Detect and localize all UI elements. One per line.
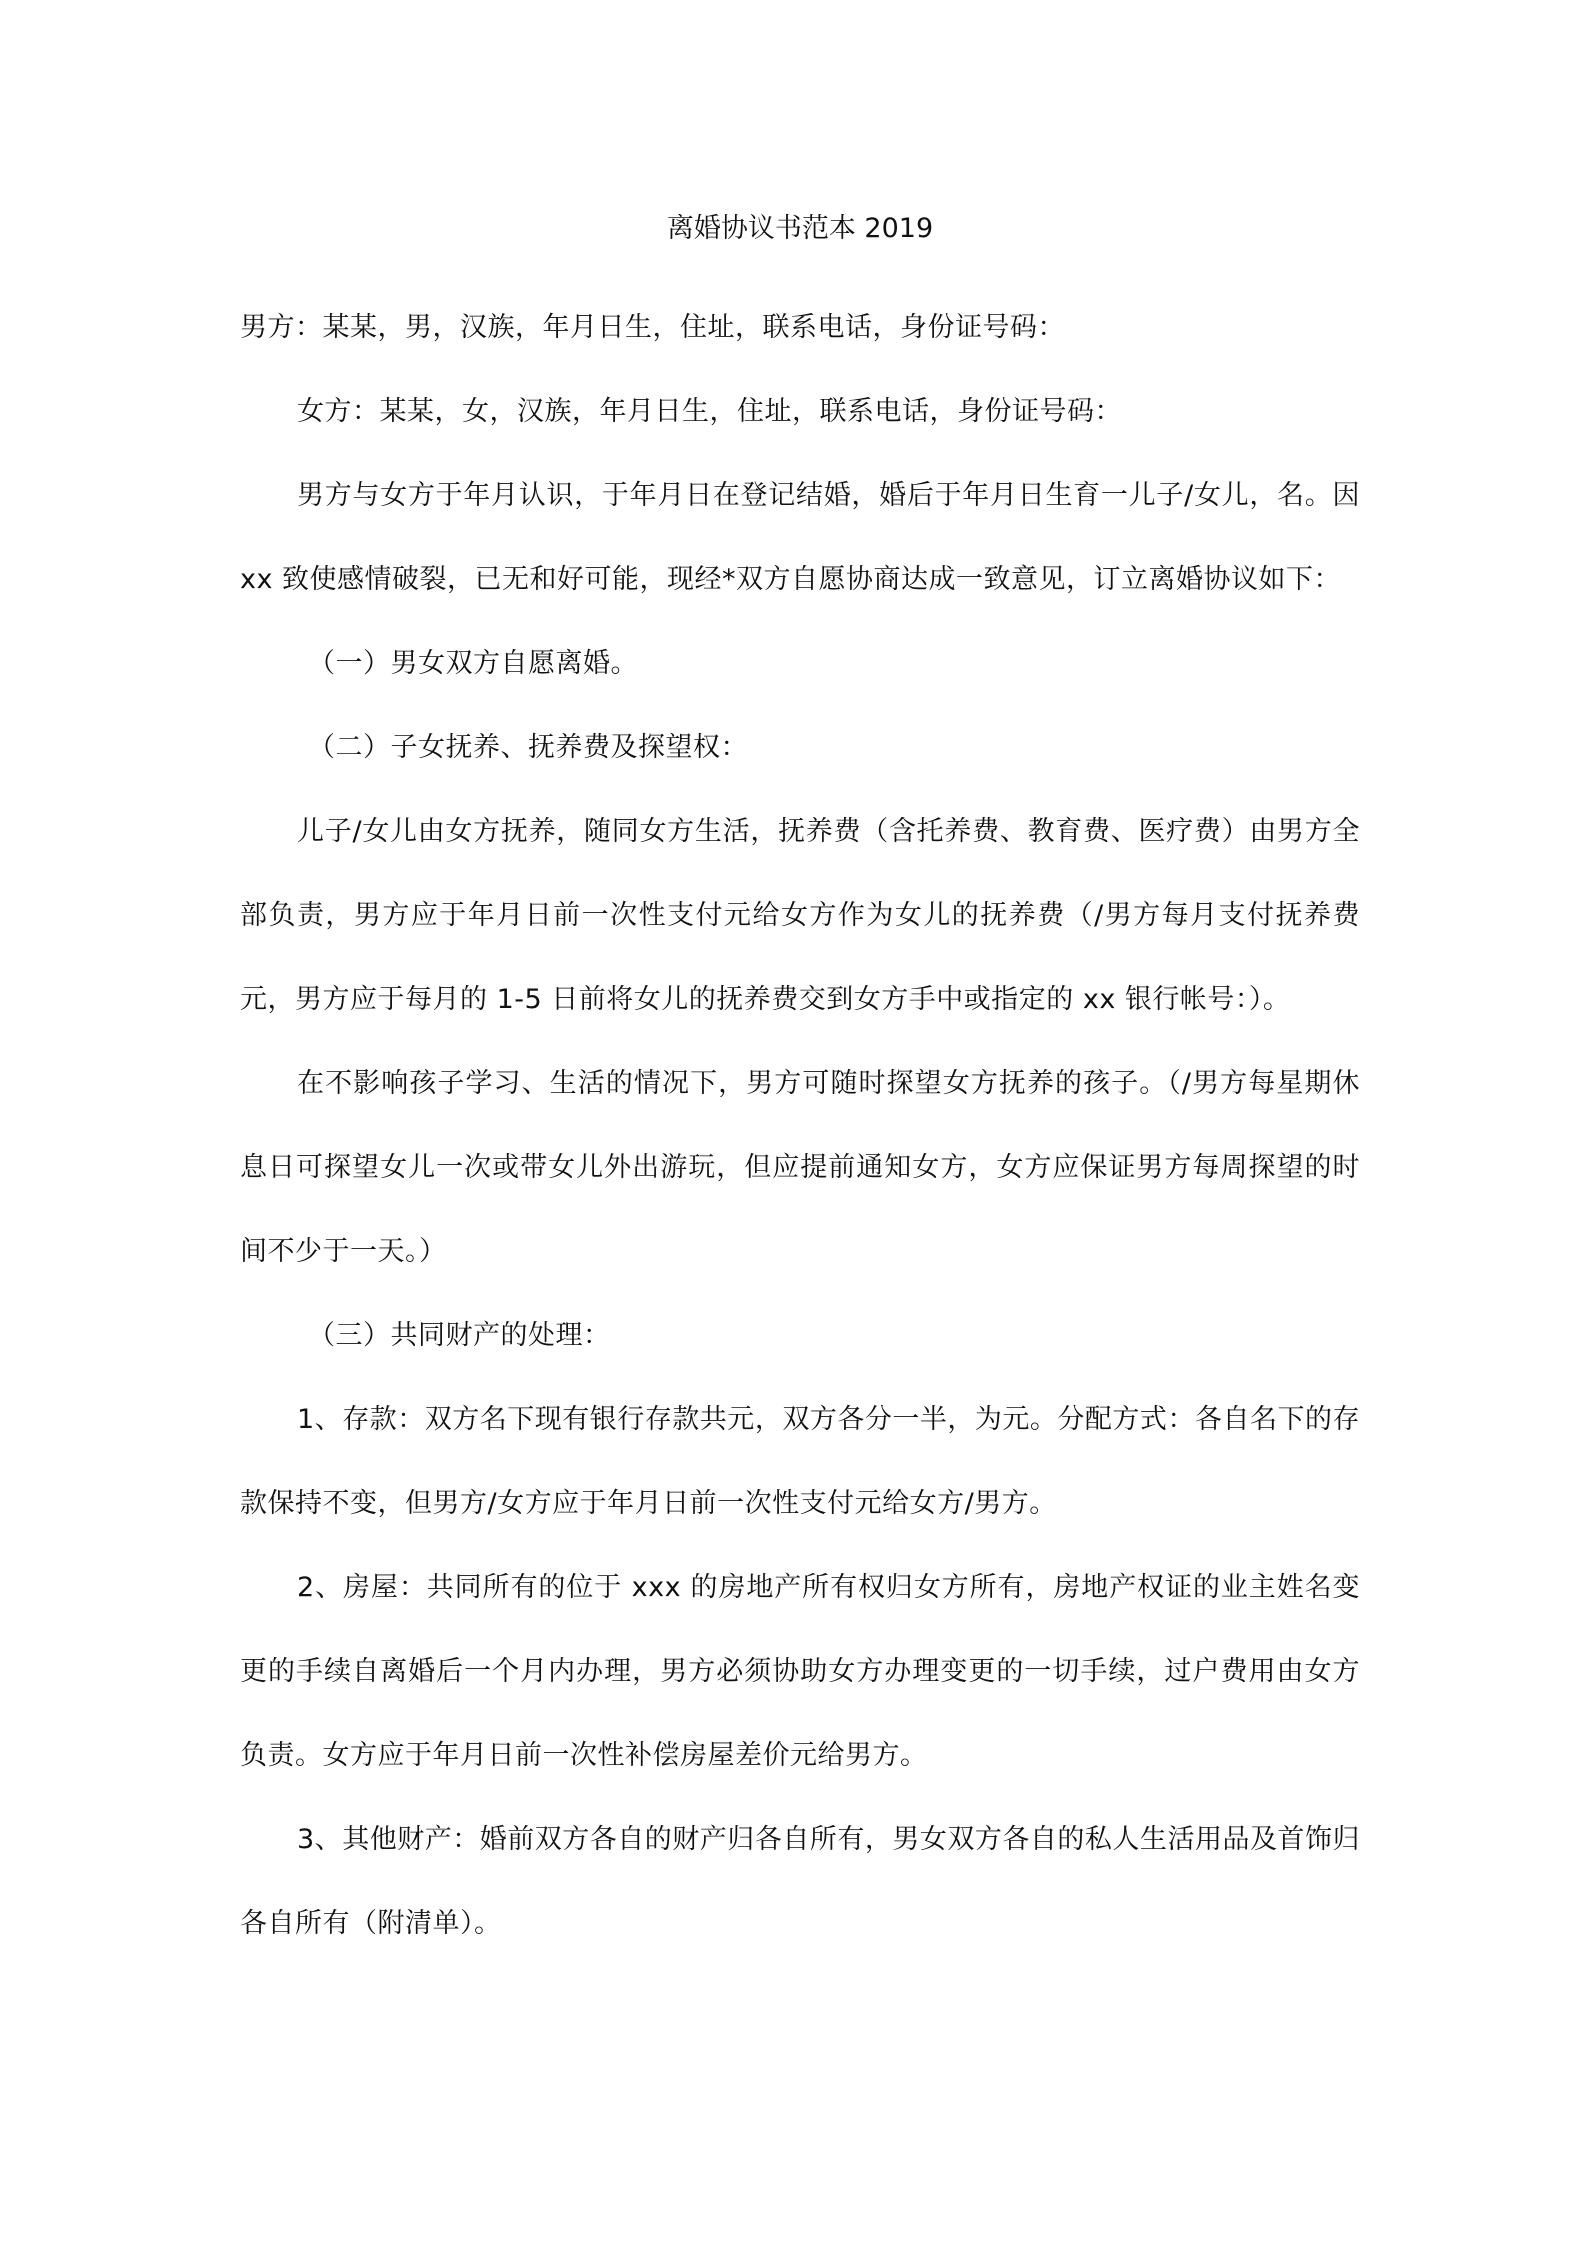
paragraph-house: 2、房屋：共同所有的位于 xxx 的房地产所有权归女方所有，房地产权证的业主姓名变更的手续自离婚后一个月内办理，男方必须协助女方办理变更的一切手续，过户费用由女方负责。女方应于年月日前一次性补偿房屋差价元给男方。 bbox=[240, 1572, 1360, 1771]
document-body bbox=[240, 202, 1360, 1966]
paragraph-child-support: 儿子/女儿由女方抚养，随同女方生活，抚养费（含托养费、教育费、医疗费）由男方全部负责，男方应于年月日前一次性支付元给女方作为女儿的抚养费（/男方每月支付抚养费元，男方应于每月的 1-5 日前将女儿的抚养费交到女方手中或指定的 xx 银行帐号：）。 bbox=[240, 816, 1360, 1015]
section-heading-divorce: （一）男女双方自愿离婚。 bbox=[308, 648, 638, 679]
paragraph-visitation: 在不影响孩子学习、生活的情况下，男方可随时探望女方抚养的孩子。（/男方每星期休息日可探望女儿一次或带女儿外出游玩，但应提前通知女方，女方应保证男方每周探望的时间不少于一天。） bbox=[240, 1068, 1360, 1267]
paragraph-other-property: 3、其他财产：婚前双方各自的财产归各自所有，男女双方各自的私人生活用品及首饰归各自所有（附清单）。 bbox=[240, 1824, 1360, 1939]
paragraph-male-party: 男方：某某，男，汉族，年月日生，住址，联系电话，身份证号码： bbox=[240, 312, 1065, 343]
section-heading-child-custody: （二）子女抚养、抚养费及探望权： bbox=[308, 732, 748, 763]
document-title: 离婚协议书范本 2019 bbox=[666, 213, 934, 244]
paragraph-savings: 1、存款：双方名下现有银行存款共元，双方各分一半，为元。分配方式：各自名下的存款保持不变，但男方/女方应于年月日前一次性支付元给女方/男方。 bbox=[240, 1404, 1360, 1519]
paragraph-female-party: 女方：某某，女，汉族，年月日生，住址，联系电话，身份证号码： bbox=[297, 396, 1122, 427]
paragraph-background: 男方与女方于年月认识，于年月日在登记结婚，婚后于年月日生育一儿子/女儿，名。因 xx 致使感情破裂，已无和好可能，现经*双方自愿协商达成一致意见，订立离婚协议如下： bbox=[240, 480, 1360, 595]
section-heading-property: （三）共同财产的处理： bbox=[308, 1320, 611, 1351]
